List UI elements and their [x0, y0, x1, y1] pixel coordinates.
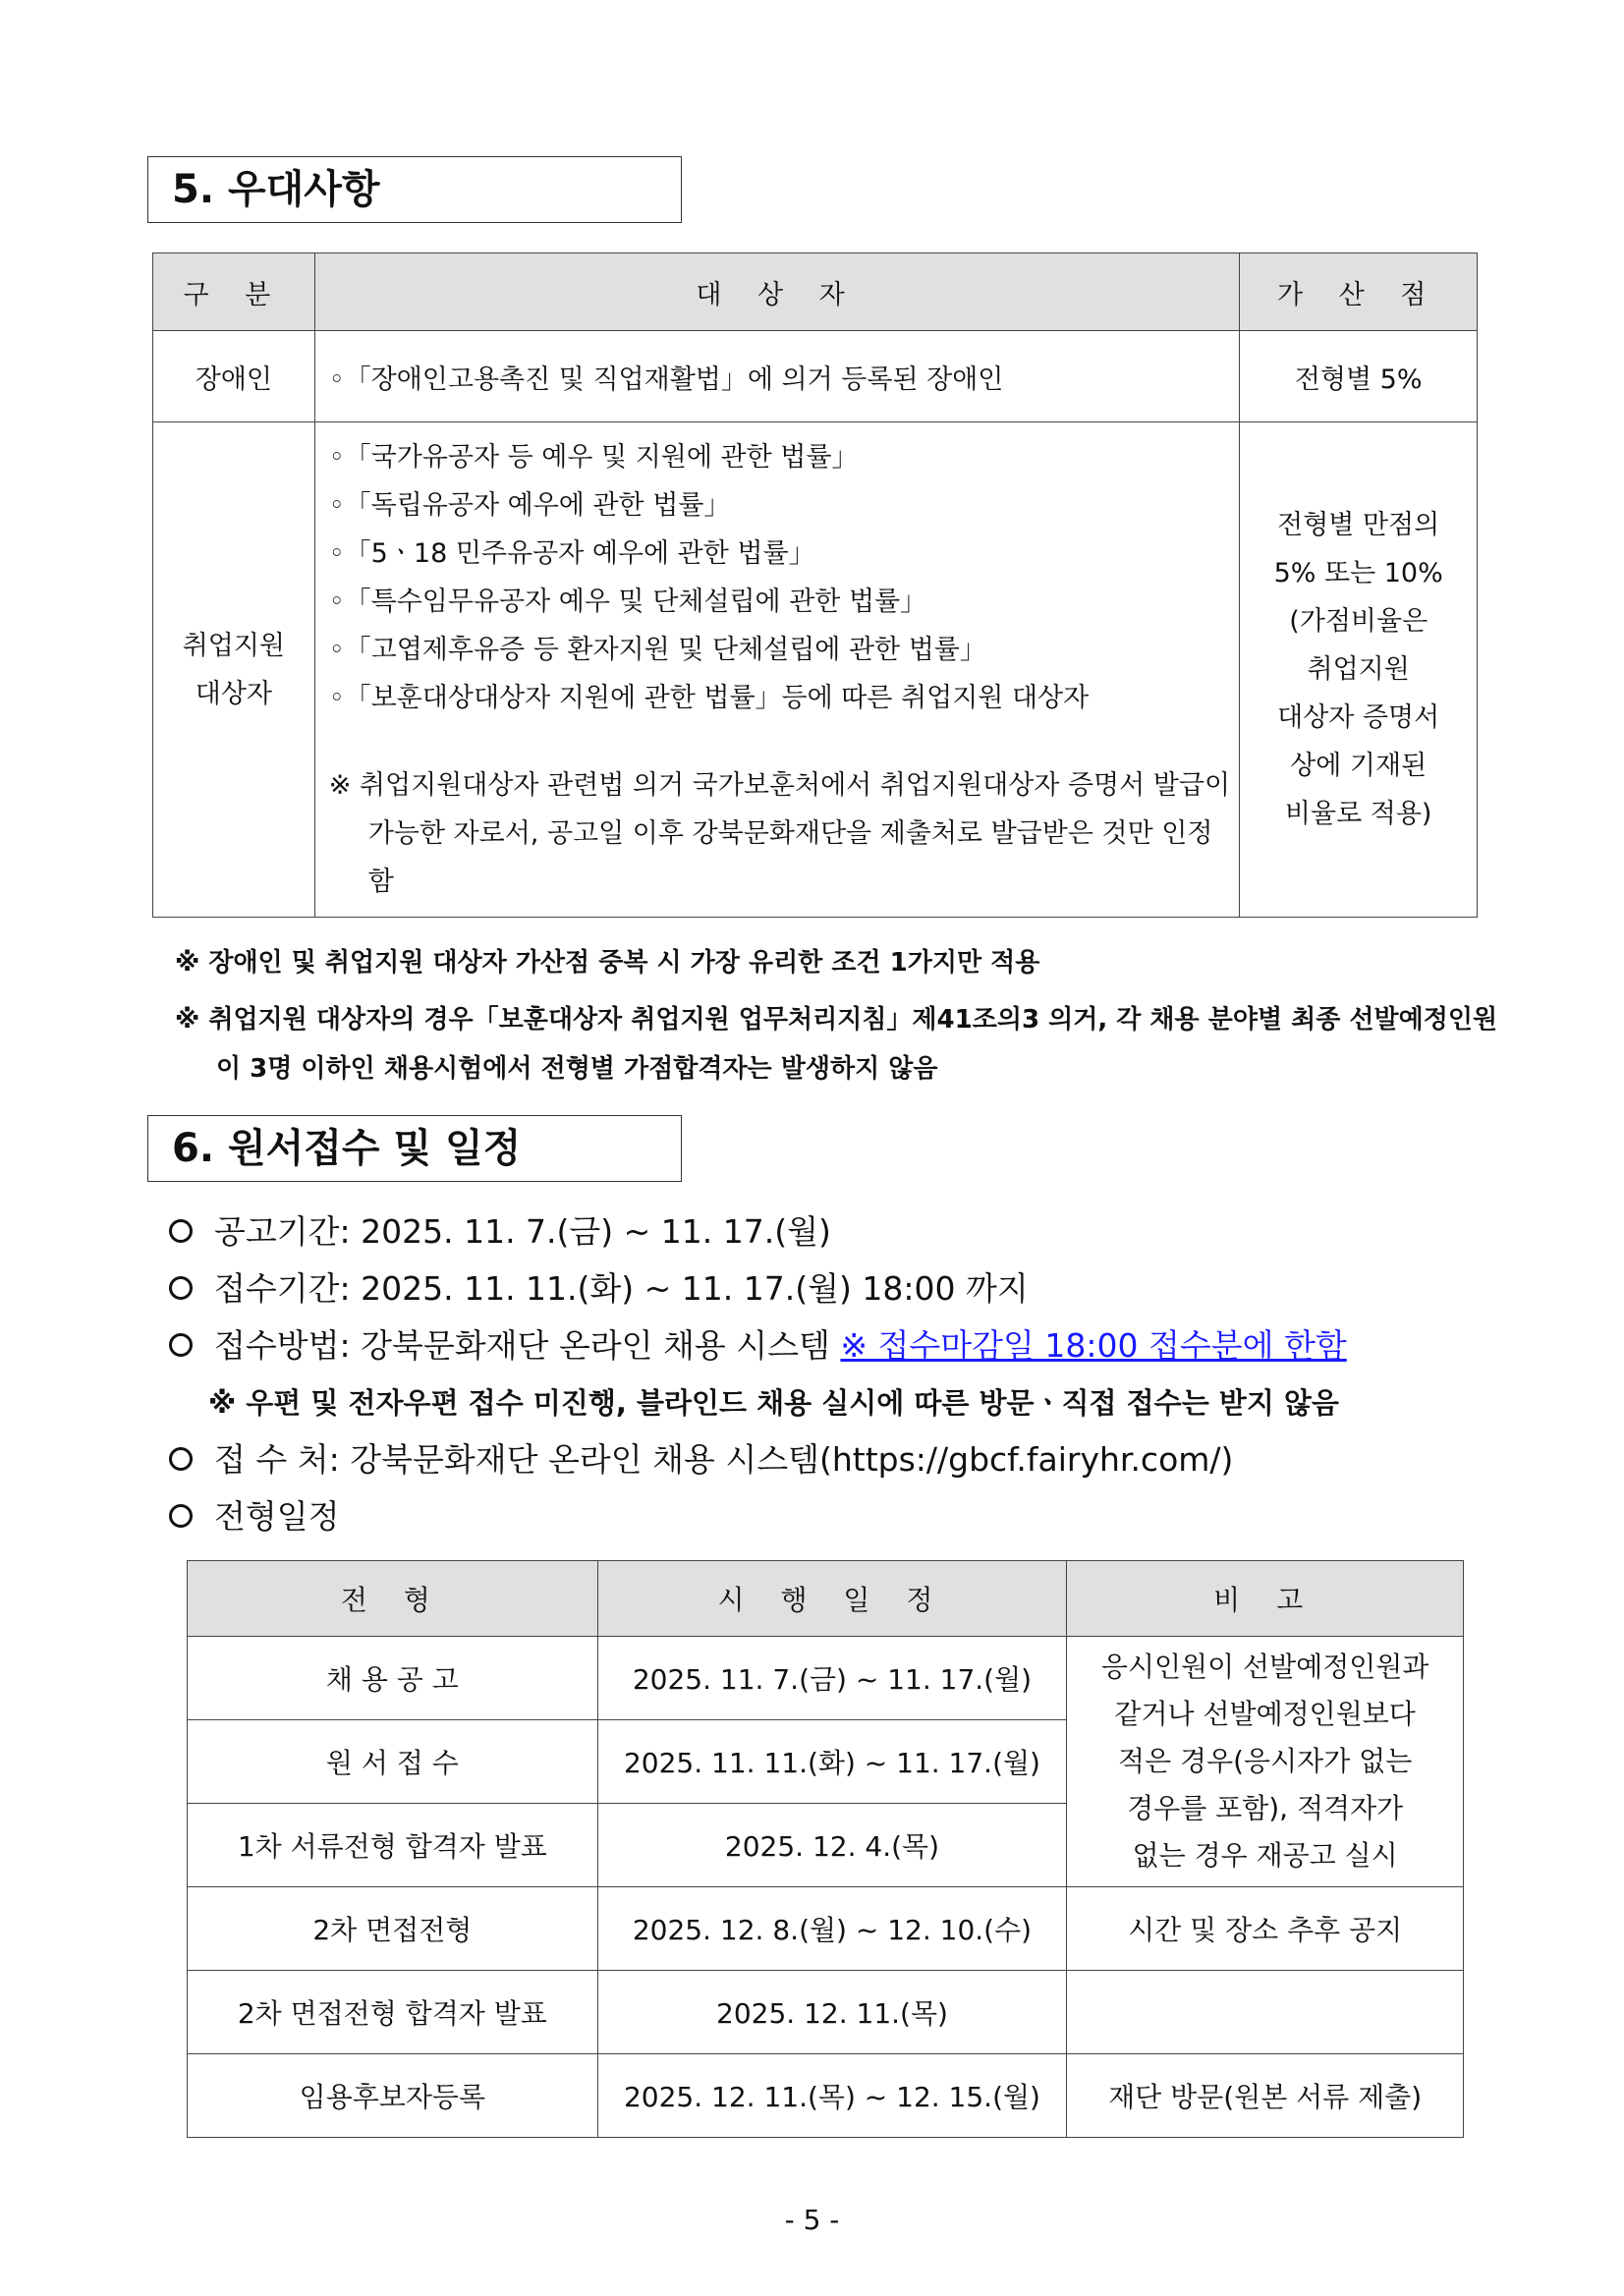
note-cell [1067, 1971, 1464, 2054]
note-duplicate-points: ※ 장애인 및 취업지원 대상자 가산점 중복 시 가장 유리한 조건 1가지만 적용 [175, 948, 1040, 978]
date-cell: 2025. 12. 4.(목) [597, 1804, 1067, 1887]
table-row [188, 2054, 1464, 2138]
deadline-highlight: ※ 접수마감일 18:00 접수분에 한함 [840, 1326, 1347, 1365]
section-6-title: 6. 원서접수 및 일정 [147, 1115, 682, 1182]
application-method-text: 접수방법: 강북문화재단 온라인 채용 시스템 [214, 1326, 830, 1365]
points-line: 대상자 증명서 [1277, 702, 1440, 733]
circle-bullet-icon [169, 1276, 193, 1300]
law-item: ◦「국가유공자 등 예우 및 지원에 관한 법률」 [328, 442, 859, 473]
points-cell: 전형별 5% [1240, 331, 1478, 422]
points-line: 비율로 적용) [1284, 799, 1432, 829]
category-cell: 장애인 [153, 331, 315, 422]
points-line: (가점비율은 [1289, 606, 1428, 637]
application-method-note: ※ 우편 및 전자우편 접수 미진행, 블라인드 채용 실시에 따른 방문ㆍ직접 접수는 받지 않음 [208, 1386, 1339, 1420]
date-cell: 2025. 12. 8.(월) ~ 12. 10.(수) [597, 1887, 1067, 1971]
category-cell [153, 422, 315, 918]
stage-cell: 원 서 접 수 [188, 1720, 598, 1804]
stage-cell: 채 용 공 고 [188, 1637, 598, 1720]
header-category: 구 분 [153, 253, 315, 331]
schedule-table [187, 1560, 1464, 2138]
date-cell: 2025. 12. 11.(목) ~ 12. 15.(월) [597, 2054, 1067, 2138]
table-row-disabled [153, 331, 1478, 422]
points-line: 5% 또는 10% [1273, 558, 1443, 588]
circle-bullet-icon [169, 1219, 193, 1243]
table-row [188, 1971, 1464, 2054]
date-cell: 2025. 11. 11.(화) ~ 11. 17.(월) [597, 1720, 1067, 1804]
list-item-application-period [169, 1260, 1485, 1317]
points-line: 상에 기재된 [1290, 751, 1428, 781]
note-line: 응시인원이 선발예정인원과 [1100, 1651, 1429, 1683]
note-line: 없는 경우 재공고 실시 [1132, 1839, 1398, 1872]
note-cell: 시간 및 장소 추후 공지 [1067, 1887, 1464, 1971]
list-item-announcement-period [169, 1204, 1485, 1260]
stage-cell: 2차 면접전형 합격자 발표 [188, 1971, 598, 2054]
category-line: 대상자 [195, 678, 272, 709]
stage-cell: 2차 면접전형 [188, 1887, 598, 1971]
note-line: 같거나 선발예정인원보다 [1114, 1698, 1416, 1730]
schedule-table-header [188, 1561, 1464, 1637]
target-cell: ◦「장애인고용촉진 및 직업재활법」에 의거 등록된 장애인 [314, 331, 1240, 422]
header-points: 가 산 점 [1240, 253, 1478, 331]
points-line: 취업지원 [1307, 654, 1410, 685]
table-row [188, 1887, 1464, 1971]
law-item: ◦「독립유공자 예우에 관한 법률」 [328, 490, 731, 521]
target-cell [314, 422, 1240, 918]
submission-place-text: 접 수 처: 강북문화재단 온라인 채용 시스템(https://gbcf.fairyhr.com/) [214, 1440, 1234, 1479]
certificate-note: ※ 취업지원대상자 관련법 의거 국가보훈처에서 취업지원대상자 증명서 발급이 가능한 자로서, 공고일 이후 강북문화재단을 제출처로 발급받은 것만 인정 함 [328, 770, 1231, 897]
law-item: ◦「고엽제후유증 등 환자지원 및 단체설립에 관한 법률」 [328, 635, 986, 665]
note-veterans-guideline: ※ 취업지원 대상자의 경우「보훈대상자 취업지원 업무처리지침」제41조의3 의거, 각 채용 분야별 최종 선발예정인원이 3명 이하인 채용시험에서 전형별 가점합격자는 발생하지 않음 [175, 1005, 1498, 1084]
date-cell: 2025. 12. 11.(목) [597, 1971, 1067, 2054]
header-note: 비 고 [1067, 1561, 1464, 1637]
law-item: ◦「특수임무유공자 예우 및 단체설립에 관한 법률」 [328, 587, 927, 617]
law-item: ◦「보훈대상대상자 지원에 관한 법률」등에 따른 취업지원 대상자 [328, 683, 1090, 713]
schedule-label: 전형일정 [214, 1497, 340, 1536]
points-line: 전형별 만점의 [1277, 510, 1440, 540]
circle-bullet-icon [169, 1333, 193, 1357]
header-target: 대 상 자 [314, 253, 1240, 331]
circle-bullet-icon [169, 1447, 193, 1471]
announcement-period-text: 공고기간: 2025. 11. 7.(금) ~ 11. 17.(월) [214, 1212, 831, 1251]
note-line: 적은 경우(응시자가 없는 [1118, 1745, 1413, 1777]
table-row [188, 1637, 1464, 1720]
preference-table-header [153, 253, 1478, 331]
note-line: 경우를 포함), 적격자가 [1127, 1792, 1404, 1824]
application-period-text: 접수기간: 2025. 11. 11.(화) ~ 11. 17.(월) 18:00 까지 [214, 1269, 1029, 1308]
category-line: 취업지원 [182, 630, 286, 661]
section-5-title: 5. 우대사항 [147, 156, 682, 223]
list-item-submission-place [169, 1431, 1485, 1488]
header-stage: 전 형 [188, 1561, 598, 1637]
law-item: ◦「5ㆍ18 민주유공자 예우에 관한 법률」 [328, 538, 815, 569]
merged-note-cell [1067, 1637, 1464, 1887]
list-item-schedule [169, 1488, 1485, 1545]
application-info [169, 1204, 1485, 1545]
date-cell: 2025. 11. 7.(금) ~ 11. 17.(월) [597, 1637, 1067, 1720]
preference-table [152, 252, 1478, 918]
table-row-employment-support [153, 422, 1478, 918]
note-cell: 재단 방문(원본 서류 제출) [1067, 2054, 1464, 2138]
circle-bullet-icon [169, 1504, 193, 1528]
page-number: - 5 - [784, 2204, 840, 2236]
stage-cell: 임용후보자등록 [188, 2054, 598, 2138]
list-item-application-method [169, 1317, 1485, 1374]
points-cell [1240, 422, 1478, 918]
header-date: 시 행 일 정 [597, 1561, 1067, 1637]
stage-cell: 1차 서류전형 합격자 발표 [188, 1804, 598, 1887]
